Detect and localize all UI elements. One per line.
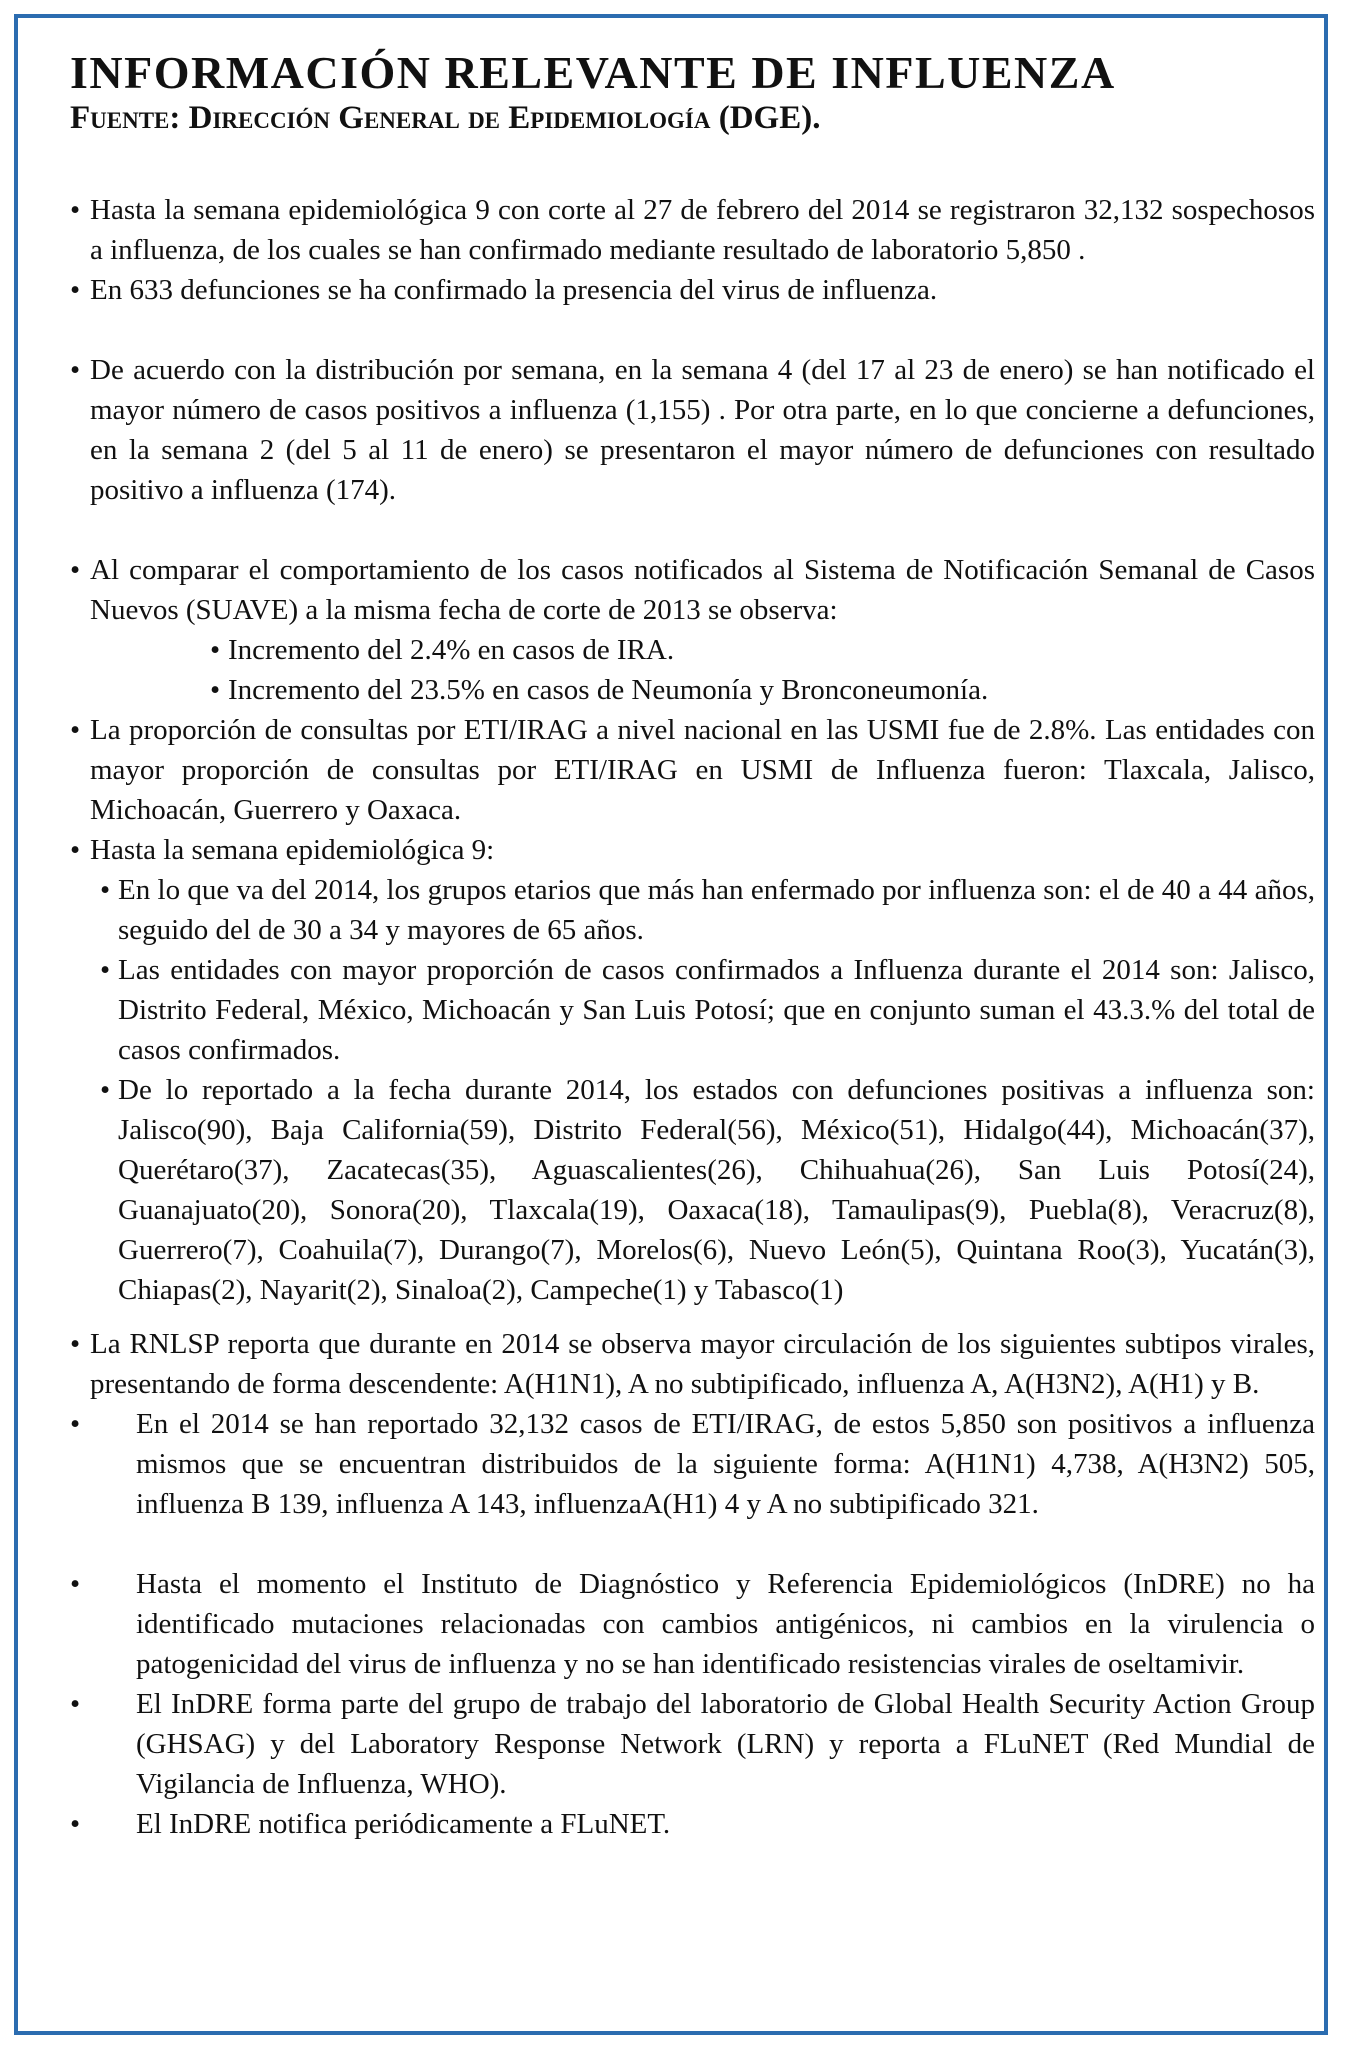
bullet-icon: •	[210, 674, 221, 706]
list-item	[70, 190, 1315, 270]
sub-list-item	[70, 670, 1315, 710]
list-item	[70, 270, 1315, 310]
bullet-icon: •	[210, 634, 221, 666]
bullet-icon: •	[100, 954, 111, 986]
item-text: Hasta la semana epidemiológica 9 con corte al 27 de febrero del 2014 se registraron 32,132 sospechosos a influenza, de los cuales se han confirmado mediante resultado de laboratorio 5,850 .	[90, 194, 1315, 266]
source-subtitle: Fuente: Dirección General de Epidemiología (DGE).	[70, 100, 821, 136]
item-text: Las entidades con mayor proporción de casos confirmados a Influenza durante el 2014 son: Jalisco, Distrito Federal, México, Michoacán y San Luis Potosí; que en conjunto suman el 43.3.% del total de casos confirmados.	[118, 954, 1315, 1066]
item-text: De lo reportado a la fecha durante 2014, los estados con defunciones positivas a influenza son: Jalisco(90), Baja California(59), Distrito Federal(56), México(51), Hidalgo(44), Michoacán(37), Querétaro(37), Zacatecas(35), Aguascalientes(26), Chihuahua(26), San Luis Potosí(24), Guanajuato(20), Sonora(20), Tlaxcala(19), Oaxaca(18), Tamaulipas(9), Puebla(8), Veracruz(8), Guerrero(7), Coahuila(7), Durango(7), Morelos(6), Nuevo León(5), Quintana Roo(3), Yucatán(3), Chiapas(2), Nayarit(2), Sinaloa(2), Campeche(1) y Tabasco(1)	[118, 1074, 1315, 1306]
list-item	[70, 1684, 1315, 1804]
sub-list-item	[70, 870, 1315, 950]
bullet-icon: •	[70, 1568, 81, 1600]
bullet-icon: •	[100, 874, 111, 906]
item-text: Al comparar el comportamiento de los casos notificados al Sistema de Notificación Semanal de Casos Nuevos (SUAVE) a la misma fecha de corte de 2013 se observa:	[90, 554, 1315, 626]
item-text: La proporción de consultas por ETI/IRAG a nivel nacional en las USMI fue de 2.8%. Las entidades con mayor proporción de consultas por ETI/IRAG en USMI de Influenza fueron: Tlaxcala, Jalisco, Michoacán, Guerrero y Oaxaca.	[90, 714, 1315, 826]
item-text: En lo que va del 2014, los grupos etarios que más han enfermado por influenza son: el de 40 a 44 años, seguido del de 30 a 34 y mayores de 65 años.	[118, 874, 1315, 946]
bullet-icon: •	[70, 554, 81, 586]
bullet-icon: •	[70, 194, 81, 226]
list-item	[70, 710, 1315, 830]
item-text: El InDRE notifica periódicamente a FLuNET.	[136, 1808, 671, 1840]
item-text: Hasta la semana epidemiológica 9:	[90, 834, 495, 866]
list-item	[70, 350, 1315, 510]
list-item	[70, 550, 1315, 630]
item-text: Hasta el momento el Instituto de Diagnóstico y Referencia Epidemiológicos (InDRE) no ha identificado mutaciones relacionadas con cambios antigénicos, ni cambios en la virulencia o patogenicidad del virus de influenza y no se han identificado resistencias virales de oseltamivir.	[136, 1568, 1315, 1680]
item-text: En 633 defunciones se ha confirmado la presencia del virus de influenza.	[90, 274, 938, 306]
info-panel	[14, 14, 1328, 2035]
sub-list-item	[70, 1070, 1315, 1310]
list-item	[70, 1404, 1315, 1524]
list-item	[70, 1564, 1315, 1684]
item-text: En el 2014 se han reportado 32,132 casos de ETI/IRAG, de estos 5,850 son positivos a influenza mismos que se encuentran distribuidos de la siguiente forma: A(H1N1) 4,738, A(H3N2) 505, influenza B 139, influenza A 143, influenzaA(H1) 4 y A no subtipificado 321.	[136, 1408, 1315, 1520]
bullet-icon: •	[70, 1328, 81, 1360]
list-item	[70, 1324, 1315, 1404]
panel-content	[70, 48, 1315, 1844]
bullet-icon: •	[70, 1808, 81, 1840]
bullet-icon: •	[70, 834, 81, 866]
page-title: INFORMACIÓN RELEVANTE DE INFLUENZA	[70, 47, 1116, 98]
bullet-list	[70, 190, 1315, 1844]
list-item	[70, 830, 1315, 870]
item-text: De acuerdo con la distribución por semana, en la semana 4 (del 17 al 23 de enero) se han notificado el mayor número de casos positivos a influenza (1,155) . Por otra parte, en lo que concierne a defunciones, en la semana 2 (del 5 al 11 de enero) se presentaron el mayor número de defunciones con resultado positivo a influenza (174).	[90, 354, 1315, 506]
item-text: Incremento del 23.5% en casos de Neumonía y Bronconeumonía.	[228, 674, 989, 706]
bullet-icon: •	[70, 714, 81, 746]
bullet-icon: •	[100, 1074, 111, 1106]
item-text: Incremento del 2.4% en casos de IRA.	[228, 634, 675, 666]
bullet-icon: •	[70, 354, 81, 386]
sub-list-item	[70, 630, 1315, 670]
bullet-icon: •	[70, 1408, 81, 1440]
list-item	[70, 1804, 1315, 1844]
sub-list-item	[70, 950, 1315, 1070]
bullet-icon: •	[70, 274, 81, 306]
item-text: La RNLSP reporta que durante en 2014 se observa mayor circulación de los siguientes subtipos virales, presentando de forma descendente: A(H1N1), A no subtipificado, influenza A, A(H3N2), A(H1) y B.	[90, 1328, 1315, 1400]
item-text: El InDRE forma parte del grupo de trabajo del laboratorio de Global Health Security Action Group (GHSAG) y del Laboratory Response Network (LRN) y reporta a FLuNET (Red Mundial de Vigilancia de Influenza, WHO).	[136, 1688, 1315, 1800]
bullet-icon: •	[70, 1688, 81, 1720]
